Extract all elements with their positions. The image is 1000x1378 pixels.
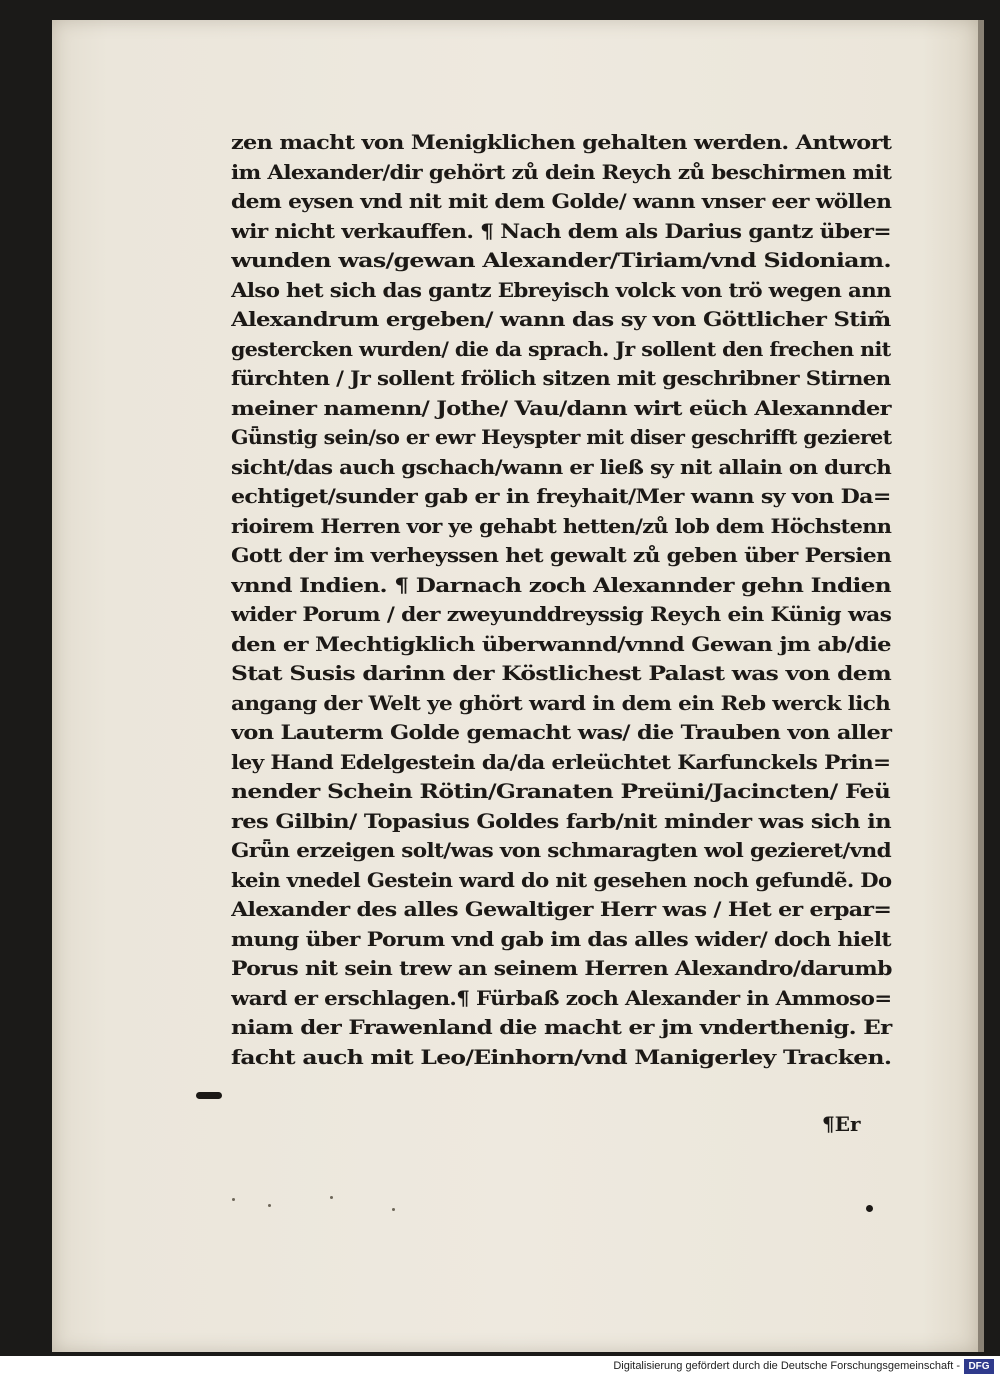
text-line: von Lauterm Golde gemacht was/ die Trauben von aller [231,720,892,744]
text-line: ward er erschlagen.¶ Fürbaß zoch Alexander in Ammoso= [231,985,892,1010]
text-line: fürchten / Jr sollent frölich sitzen mit geschribner Stirnen [231,366,891,390]
text-block [231,128,891,1072]
text-line: sicht/das auch gschach/wann er ließ sy nit allain on durch [231,454,892,479]
text-line: Grǖn erzeigen solt/was von schmaragten wol gezieret/vnd [231,838,891,862]
text-line: vnnd Indien. ¶ Darnach zoch Alexannder gehn Indien [231,572,891,597]
ink-speck [268,1204,271,1207]
text-line: rioirem Herren vor ye gehabt hetten/zů lob dem Höchstenn [231,513,892,538]
text-line: wir nicht verkauffen. ¶ Nach dem als Darius gantz über= [231,218,891,243]
text-line: Stat Susis darinn der Köstlichest Palast was von dem [231,661,892,685]
text-line: nender Schein Rötin/Granaten Preüni/Jacincten/ Feü [231,779,891,803]
text-line: echtiget/sunder gab er in freyhait/Mer wann sy von Da= [231,484,891,508]
text-line: facht auch mit Leo/Einhorn/vnd Manigerley Tracken. [231,1044,892,1069]
text-line: Porus nit sein trew an seinem Herren Alexandro/darumb [231,956,892,980]
text-line: wider Porum / der zweyunddreyssig Reych ein Künig was [231,602,892,626]
funding-notice: Digitalisierung gefördert durch die Deutsche Forschungsgemeinschaft - [613,1360,960,1372]
text-line: zen macht von Menigklichen gehalten werden. Antwort [231,130,892,154]
text-line: ley Hand Edelgestein da/da erleüchtet Karfunckels Prin= [231,749,891,774]
text-line: mung über Porum vnd gab im das alles wider/ doch hielt [231,926,891,951]
text-line: angang der Welt ye ghört ward in dem ein Reb werck lich [231,690,891,715]
ink-dot [866,1205,873,1212]
text-line: dem eysen vnd nit mit dem Golde/ wann vnser eer wöllen [231,189,892,213]
text-line: Gǖnstig sein/so er ewr Heyspter mit diser geschrifft gezieret [231,425,892,449]
text-line: Alexander des alles Gewaltiger Herr was / Het er erpar= [231,897,892,921]
text-line: niam der Frawenland die macht er jm vnderthenig. Er [231,1015,892,1039]
text-line: im Alexander/dir gehört zů dein Reych zů beschirmen mit [231,159,892,184]
ink-speck [330,1196,333,1199]
text-line: Gott der im verheyssen het gewalt zů geben über Persien [231,543,892,567]
text-line: den er Mechtigklich überwannd/vnnd Gewan jm ab/die [231,631,891,656]
footer-bar [0,1356,1000,1378]
ink-speck [232,1198,235,1201]
margin-pointer-mark [196,1092,222,1099]
text-line: wunden was/gewan Alexander/Tiriam/vnd Sidoniam. [231,248,891,272]
text-line: res Gilbin/ Topasius Goldes farb/nit minder was sich in [231,808,891,833]
text-line: gestercken wurden/ die da sprach. Jr sollent den frechen nit [231,336,891,361]
text-line: meiner namenn/ Jothe/ Vau/dann wirt eüch Alexannder [231,395,891,420]
dfg-logo: DFG [964,1359,994,1374]
text-line: kein vnedel Gestein ward do nit gesehen noch gefundẽ. Do [231,867,892,892]
text-line: Also het sich das gantz Ebreyisch volck von trö wegen ann [231,277,891,302]
ink-speck [392,1208,395,1211]
catchword: ¶Er [822,1112,861,1136]
text-line: Alexandrum ergeben/ wann das sy von Göttlicher Stim̃ [231,307,891,331]
